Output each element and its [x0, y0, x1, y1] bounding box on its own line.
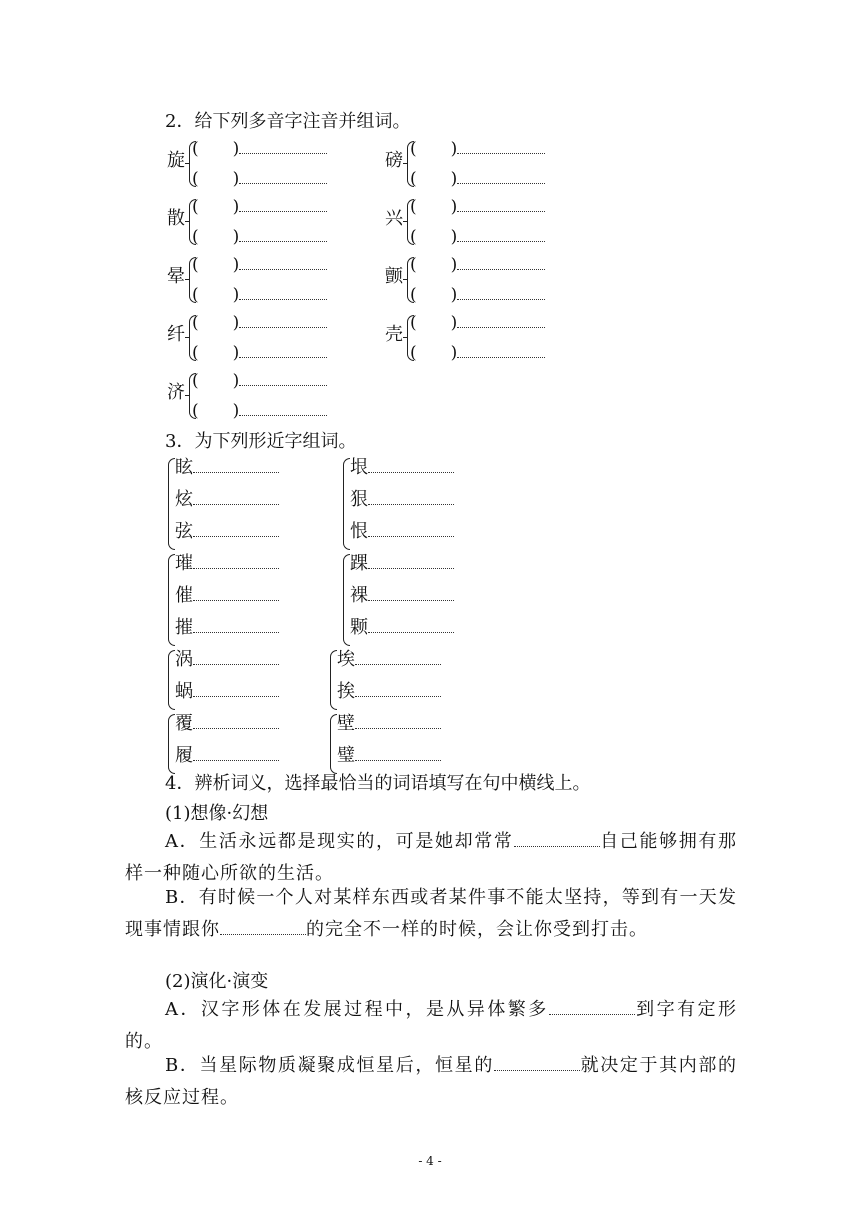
brace-tip	[403, 337, 407, 338]
similar-char: 璧	[337, 745, 355, 766]
pinyin-word-line[interactable]	[192, 400, 327, 422]
word-blank[interactable]	[239, 285, 327, 300]
similar-char: 涡	[175, 649, 193, 670]
pinyin-paren: ( )	[192, 197, 240, 217]
word-blank[interactable]	[193, 618, 279, 633]
pinyin-paren: ( )	[410, 169, 458, 189]
answer-blank[interactable]	[494, 1052, 580, 1071]
pinyin-word-line[interactable]	[410, 254, 545, 276]
similar-char: 履	[175, 745, 193, 766]
brace-tip	[185, 395, 189, 396]
similar-char: 摧	[175, 617, 193, 638]
word-blank[interactable]	[239, 197, 327, 212]
answer-blank[interactable]	[220, 916, 306, 935]
similar-char-item	[350, 456, 454, 480]
pinyin-word-line[interactable]	[192, 226, 327, 248]
brace-tip	[185, 163, 189, 164]
word-blank[interactable]	[457, 139, 545, 154]
word-blank[interactable]	[239, 255, 327, 270]
similar-char: 裸	[350, 585, 368, 606]
brace-bracket	[168, 458, 175, 550]
similar-char-item	[337, 744, 441, 768]
pinyin-word-line[interactable]	[410, 138, 545, 160]
similar-char: 催	[175, 585, 193, 606]
pinyin-word-line[interactable]	[192, 138, 327, 160]
word-blank[interactable]	[239, 313, 327, 328]
pinyin-word-line[interactable]	[410, 284, 545, 306]
similar-char-item	[175, 744, 279, 768]
word-blank[interactable]	[193, 522, 279, 537]
brace-tip	[403, 279, 407, 280]
similar-char: 弦	[175, 521, 193, 542]
similar-char: 恨	[350, 521, 368, 542]
similar-char-item	[350, 584, 454, 608]
brace-tip	[403, 221, 407, 222]
pinyin-paren: ( )	[410, 197, 458, 217]
word-blank[interactable]	[457, 313, 545, 328]
similar-char-item	[175, 680, 279, 704]
word-blank[interactable]	[239, 401, 327, 416]
pinyin-paren: ( )	[192, 401, 240, 421]
section-4-heading: 4．辨析词义，选择最恰当的词语填写在句中横线上。	[165, 773, 591, 794]
word-blank[interactable]	[368, 490, 454, 505]
brace-tip	[185, 221, 189, 222]
similar-char-item	[175, 552, 279, 576]
pinyin-paren: ( )	[410, 343, 458, 363]
word-blank[interactable]	[355, 714, 441, 729]
similar-char: 垠	[350, 457, 368, 478]
similar-char: 眩	[175, 457, 193, 478]
pinyin-word-line[interactable]	[410, 168, 545, 190]
brace-bracket	[168, 714, 175, 774]
word-blank[interactable]	[239, 371, 327, 386]
pinyin-word-line[interactable]	[192, 254, 327, 276]
word-blank[interactable]	[193, 490, 279, 505]
similar-char: 埃	[337, 649, 355, 670]
pinyin-paren: ( )	[192, 169, 240, 189]
pinyin-word-line[interactable]	[410, 196, 545, 218]
pinyin-word-line[interactable]	[410, 342, 545, 364]
word-blank[interactable]	[193, 586, 279, 601]
similar-char: 挨	[337, 681, 355, 702]
similar-char-item	[175, 584, 279, 608]
pinyin-paren: ( )	[192, 371, 240, 391]
pinyin-paren: ( )	[410, 255, 458, 275]
answer-blank[interactable]	[549, 996, 635, 1015]
section-3-heading: 3．为下列形近字组词。	[165, 431, 357, 452]
polyphone-char: 壳	[385, 324, 403, 345]
pinyin-word-line[interactable]	[192, 370, 327, 392]
word-blank[interactable]	[355, 746, 441, 761]
word-blank[interactable]	[239, 139, 327, 154]
brace-tip	[403, 163, 407, 164]
similar-char-item	[175, 712, 279, 736]
pinyin-paren: ( )	[410, 227, 458, 247]
word-blank[interactable]	[193, 714, 279, 729]
similar-char: 壁	[337, 713, 355, 734]
pinyin-paren: ( )	[192, 227, 240, 247]
pinyin-paren: ( )	[410, 313, 458, 333]
pinyin-word-line[interactable]	[192, 284, 327, 306]
similar-char: 踝	[350, 553, 368, 574]
polyphone-char: 颤	[385, 266, 403, 287]
similar-char-item	[350, 552, 454, 576]
similar-char: 璀	[175, 553, 193, 574]
similar-char-item	[175, 488, 279, 512]
polyphone-char: 济	[167, 382, 185, 403]
word-blank[interactable]	[193, 458, 279, 473]
word-blank[interactable]	[239, 343, 327, 358]
pinyin-paren: ( )	[192, 255, 240, 275]
question-1-option-b: B．有时候一个人对某样东西或者某件事不能太坚持，等到有一天发现事情跟你 的完全不一样的时候，会让你受到打击。	[125, 887, 737, 940]
brace-bracket	[343, 458, 350, 550]
word-blank[interactable]	[193, 650, 279, 665]
brace-tip	[185, 279, 189, 280]
similar-char: 蜗	[175, 681, 193, 702]
polyphone-char: 纤	[167, 324, 185, 345]
pinyin-word-line[interactable]	[192, 312, 327, 334]
similar-char-item	[175, 456, 279, 480]
word-blank[interactable]	[193, 554, 279, 569]
pinyin-paren: ( )	[192, 313, 240, 333]
similar-char-item	[337, 712, 441, 736]
similar-char-item	[350, 520, 454, 544]
similar-char-item	[350, 488, 454, 512]
similar-char-item	[337, 680, 441, 704]
word-blank[interactable]	[368, 586, 454, 601]
question-2-option-b: B．当星际物质凝聚成恒星后，恒星的 就决定于其内部的核反应过程。	[125, 1050, 737, 1114]
word-blank[interactable]	[239, 169, 327, 184]
word-blank[interactable]	[368, 458, 454, 473]
brace-bracket	[168, 650, 175, 710]
polyphone-char: 兴	[385, 208, 403, 229]
word-blank[interactable]	[368, 618, 454, 633]
word-blank[interactable]	[457, 285, 545, 300]
brace-bracket	[168, 554, 175, 646]
brace-bracket	[330, 714, 337, 774]
similar-char-item	[175, 520, 279, 544]
polyphone-char: 晕	[167, 266, 185, 287]
question-2-option-a: A．汉字形体在发展过程中，是从异体繁多 到字有定形的。	[125, 994, 737, 1058]
similar-char-item	[350, 616, 454, 640]
similar-char: 炫	[175, 489, 193, 510]
word-blank[interactable]	[457, 169, 545, 184]
word-blank[interactable]	[368, 554, 454, 569]
pinyin-paren: ( )	[192, 139, 240, 159]
pinyin-paren: ( )	[192, 343, 240, 363]
question-2-title: (2)演化·演变	[165, 971, 269, 992]
pinyin-word-line[interactable]	[192, 342, 327, 364]
section-2-heading: 2．给下列多音字注音并组词。	[165, 111, 411, 132]
brace-bracket	[343, 554, 350, 646]
word-blank[interactable]	[193, 682, 279, 697]
brace-bracket	[330, 650, 337, 710]
pinyin-paren: ( )	[410, 139, 458, 159]
pinyin-word-line[interactable]	[410, 226, 545, 248]
pinyin-word-line[interactable]	[410, 312, 545, 334]
pinyin-word-line[interactable]	[192, 196, 327, 218]
word-blank[interactable]	[457, 227, 545, 242]
similar-char-item	[337, 648, 441, 672]
brace-tip	[185, 337, 189, 338]
question-1-title: (1)想像·幻想	[165, 803, 269, 824]
similar-char: 狠	[350, 489, 368, 510]
word-blank[interactable]	[355, 682, 441, 697]
word-blank[interactable]	[457, 197, 545, 212]
word-blank[interactable]	[368, 522, 454, 537]
word-blank[interactable]	[193, 746, 279, 761]
polyphone-char: 磅	[385, 150, 403, 171]
word-blank[interactable]	[239, 227, 327, 242]
similar-char-item	[175, 616, 279, 640]
similar-char: 颗	[350, 617, 368, 638]
pinyin-paren: ( )	[410, 285, 458, 305]
word-blank[interactable]	[355, 650, 441, 665]
word-blank[interactable]	[457, 255, 545, 270]
word-blank[interactable]	[457, 343, 545, 358]
similar-char: 覆	[175, 713, 193, 734]
question-1-option-a: A．生活永远都是现实的，可是她却常常 自己能够拥有那样一种随心所欲的生活。	[125, 826, 737, 890]
pinyin-paren: ( )	[192, 285, 240, 305]
polyphone-char: 旋	[167, 150, 185, 171]
page-number: - 4 -	[418, 1154, 442, 1168]
similar-char-item	[175, 648, 279, 672]
answer-blank[interactable]	[514, 828, 600, 847]
polyphone-char: 散	[167, 208, 185, 229]
pinyin-word-line[interactable]	[192, 168, 327, 190]
